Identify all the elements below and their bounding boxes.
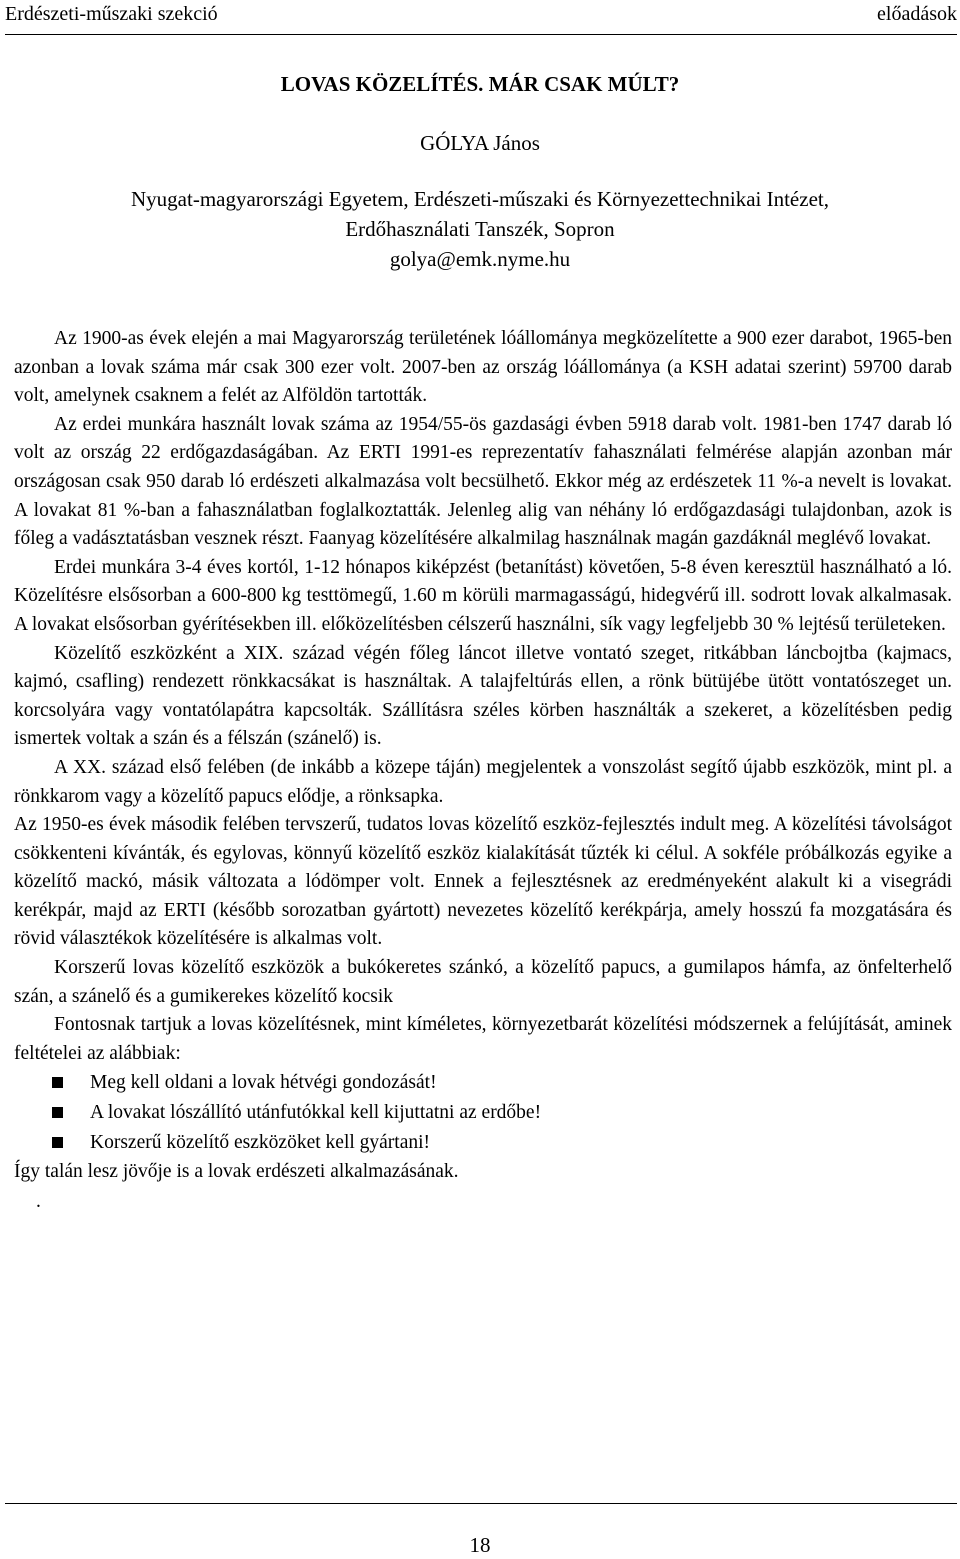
list-item	[14, 1068, 952, 1098]
page-number: 18	[469, 1533, 491, 1557]
list-item	[14, 1098, 952, 1128]
footer-rule	[5, 1503, 957, 1504]
paragraph: Erdei munkára 3-4 éves kortól, 1-12 hónapos kiképzést (betanítást) követően, 5-8 éven keresztül használható a ló. Közelítésre elsősorban a 600-800 kg testtömegű, 1.60 m körüli marmagasságú, hidegvérű ill. sodrott lovak alkalmasak. A lovakat elsősorban gyérítésekben ill. előközelítésben célszerű használni, sík vagy legfeljebb 30 % lejtésű területeken.	[14, 556, 952, 635]
article-title: LOVAS KÖZELÍTÉS. MÁR CSAK MÚLT?	[280, 72, 680, 96]
paragraph: Közelítő eszközként a XIX. század végén főleg láncot illetve vontató szeget, ritkábban láncbojtba (kajmacs, kajmó, csafling) rendezett rönkkacsákat is használtak. A talajfeltúrás ellen, a rönk bütüjébe ütött vontatószeget un. korcsolyára vagy vontatólapátra kapcsolták. Szállításra széles körben használták a szekeret, a közelítésben pedig ismertek voltak a szán és a félszán (szánelő) is.	[14, 642, 952, 750]
list-item-text: A lovakat lószállító utánfutókkal kell kijuttatni az erdőbe!	[90, 1102, 542, 1124]
paragraph: Az 1950-es évek második felében tervszerű, tudatos lovas közelítő eszköz-fejlesztés indult meg. A közelítési távolságot csökkenteni kívánták, és egylovas, könnyű közelítő eszköz kialakítását tűzték ki célul. A sokféle próbálkozás egyike a közelítő mackó, másik változata a lódömper volt. Ennek a fejlesztésnek az eredményeként alakult ki a visegrádi kerékpár, majd az ERTI (később sorozatban gyártott) nevezetes közelítő kerékpárja, amely hosszú fa mozgatására és rövid választékok közelítésére is alkalmas volt.	[14, 814, 952, 950]
header-category-label: előadások	[877, 3, 957, 25]
running-header	[5, 0, 957, 35]
square-bullet-icon	[52, 1107, 63, 1118]
square-bullet-icon	[52, 1137, 63, 1148]
affiliation-line-1: Nyugat-magyarországi Egyetem, Erdészeti-műszaki és Környezettechnikai Intézet,	[131, 187, 829, 211]
paragraph: Korszerű lovas közelítő eszközök a bukókeretes szánkó, a közelítő papucs, a gumilapos hámfa, az önfelterhelő szán, a szánelő és a gumikerekes közelítő kocsik	[14, 957, 952, 1007]
square-bullet-icon	[52, 1077, 63, 1088]
conditions-list	[14, 1068, 952, 1158]
affiliation-line-2: Erdőhasználati Tanszék, Sopron	[345, 217, 615, 241]
stray-dot: .	[36, 1191, 41, 1213]
author-name: GÓLYA János	[420, 131, 540, 155]
article-body	[14, 325, 952, 1217]
affiliation-block	[0, 184, 960, 274]
paragraph: Az 1900-as évek elején a mai Magyarország területének lóállománya megközelítette a 900 ezer darabot, 1965-ben azonban a lovak száma már csak 300 ezer volt. 2007-ben az ország lóállománya (a KSH adatai szerint) 59700 darab volt, amelynek csaknem a felét az Alföldön tartották.	[14, 328, 952, 407]
closing-sentence: Így talán lesz jövője is a lovak erdészeti alkalmazásának.	[14, 1161, 459, 1183]
author-email: golya@emk.nyme.hu	[389, 247, 571, 271]
list-item-text: Meg kell oldani a lovak hétvégi gondozását!	[90, 1072, 437, 1094]
paragraph: A XX. század első felében (de inkább a közepe táján) megjelentek a vonszolást segítő újabb eszközök, mint pl. a rönkkarom vagy a közelítő papucs elődje, a rönksapka.	[14, 756, 952, 807]
list-item	[14, 1128, 952, 1158]
paragraph: Az erdei munkára használt lovak száma az 1954/55-ös gazdasági évben 5918 darab volt. 1981-ben 1747 darab ló volt az ország 22 erdőgazdaságában. Az ERTI 1991-es reprezentatív fahasználati felmérése alapján azonban már országosan csak 950 darab ló erdészeti alkalmazása volt becsülhető. Ekkor még az erdészetek 11 %-a nevelt is lovakat. A lovakat 81 %-ban a fahasználatban foglalkoztatták. Jelenleg alig van néhány ló erdőgazdasági tulajdonban, azok is főleg a vadásztatásban vesznek részt. Faanyag közelítésére alkalmilag használnak magán gazdáknál meglévő lovakat.	[14, 413, 952, 550]
header-section-label: Erdészeti-műszaki szekció	[5, 3, 218, 25]
list-item-text: Korszerű közelítő eszközöket kell gyártani!	[90, 1132, 431, 1154]
paragraph: Fontosnak tartjuk a lovas közelítésnek, mint kíméletes, környezetbarát közelítési módszernek a felújítását, aminek feltételei az alábbiak:	[14, 1014, 952, 1064]
